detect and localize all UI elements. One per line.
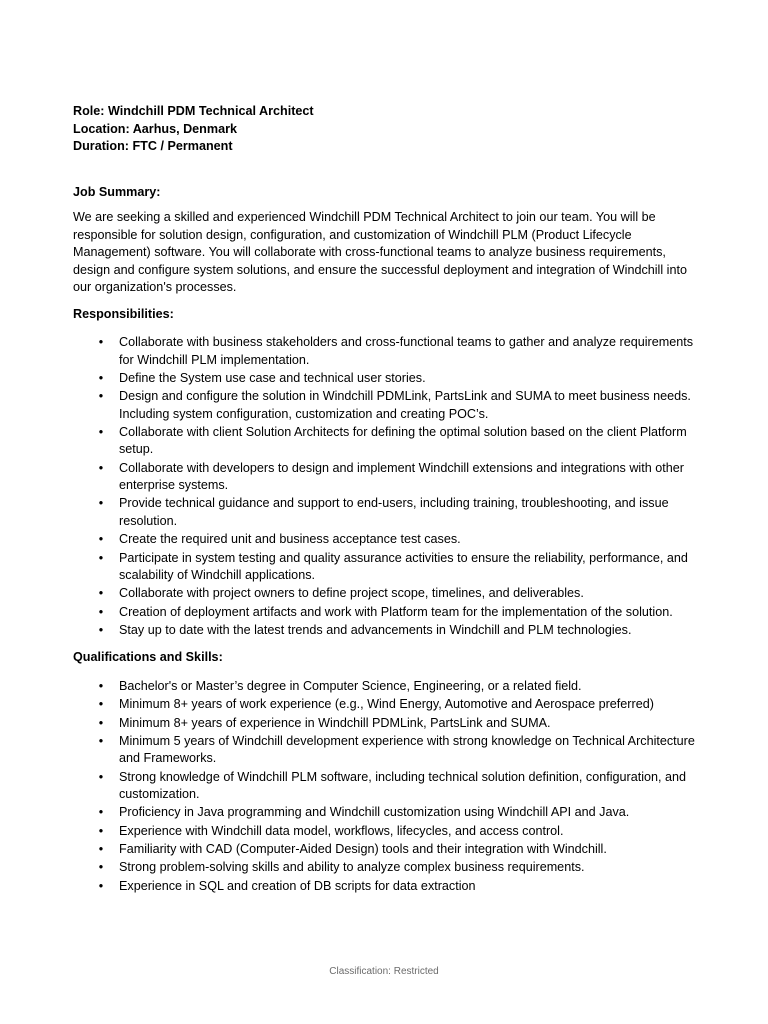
bullet-icon: • xyxy=(98,550,104,565)
bullet-icon: • xyxy=(98,842,104,857)
bullet-icon: • xyxy=(98,697,104,712)
list-item-text: Creation of deployment artifacts and work with Platform team for the implementation of the solution. xyxy=(119,604,673,619)
bullet-icon: • xyxy=(98,586,104,601)
list-item-text: Design and configure the solution in Windchill PDMLink, PartsLink and SUMA to meet business needs. Including system configuration, customization and creating POC’s. xyxy=(119,389,691,421)
bullet-icon: • xyxy=(98,622,104,637)
bullet-icon: • xyxy=(98,878,104,893)
bullet-icon: • xyxy=(98,715,104,730)
job-header xyxy=(73,103,698,156)
bullet-icon: • xyxy=(98,604,104,619)
list-item xyxy=(73,859,698,877)
list-item xyxy=(73,531,698,549)
list-item xyxy=(73,495,698,530)
bullet-icon: • xyxy=(98,335,104,349)
list-item xyxy=(73,550,698,585)
list-item xyxy=(73,585,698,603)
list-item xyxy=(73,841,698,859)
list-item xyxy=(73,804,698,822)
list-item-text: Strong problem-solving skills and ability to analyze complex business requirements. xyxy=(119,860,585,875)
bullet-icon: • xyxy=(98,805,104,820)
list-item xyxy=(73,823,698,841)
list-item xyxy=(73,370,698,388)
list-item-text: Minimum 8+ years of work experience (e.g., Wind Energy, Automotive and Aerospace preferred) xyxy=(119,697,654,712)
list-item xyxy=(73,604,698,622)
bullet-icon: • xyxy=(98,769,104,784)
bullet-icon: • xyxy=(98,678,104,693)
list-item-text: Familiarity with CAD (Computer-Aided Design) tools and their integration with Windchill. xyxy=(119,842,607,857)
bullet-icon: • xyxy=(98,389,104,404)
list-item xyxy=(73,622,698,640)
job-summary-text: We are seeking a skilled and experienced Windchill PDM Technical Architect to join our team. You will be responsible for solution design, configuration, and customization of Windchill PLM (Product Lifecycle Management) software. You will collaborate with cross-functional teams to analyze business requirements, design and configure system solutions, and ensure the successful deployment and integration of Windchill into our organization's processes. xyxy=(73,210,687,294)
list-item-text: Experience in SQL and creation of DB scripts for data extraction xyxy=(119,878,476,893)
list-item xyxy=(73,388,698,423)
list-item-text: Experience with Windchill data model, workflows, lifecycles, and access control. xyxy=(119,823,564,838)
classification-footer: Classification: Restricted xyxy=(329,966,439,977)
list-item-text: Create the required unit and business acceptance test cases. xyxy=(119,532,461,547)
list-item-text: Collaborate with developers to design and implement Windchill extensions and integrations with other enterprise systems. xyxy=(119,460,684,493)
list-item-text: Provide technical guidance and support to end-users, including training, troubleshooting, and issue resolution. xyxy=(119,496,669,528)
list-item xyxy=(73,715,698,733)
bullet-icon: • xyxy=(98,532,104,547)
list-item xyxy=(73,460,698,495)
list-item-text: Proficiency in Java programming and Windchill customization using Windchill API and Java. xyxy=(119,805,630,820)
job-summary-heading: Job Summary: xyxy=(73,184,161,199)
list-item-text: Bachelor's or Master’s degree in Computer Science, Engineering, or a related field. xyxy=(119,678,582,693)
list-item-text: Minimum 5 years of Windchill development experience with strong knowledge on Technical Architecture and Frameworks. xyxy=(119,733,695,766)
role-line: Role: Windchill PDM Technical Architect xyxy=(73,104,314,118)
document-page xyxy=(73,103,698,896)
list-item xyxy=(73,733,698,768)
bullet-icon: • xyxy=(98,823,104,838)
list-item-text: Collaborate with project owners to define project scope, timelines, and deliverables. xyxy=(119,586,584,601)
list-item xyxy=(73,769,698,804)
responsibilities-list xyxy=(73,334,698,639)
list-item xyxy=(73,696,698,714)
location-line: Location: Aarhus, Denmark xyxy=(73,121,237,136)
bullet-icon: • xyxy=(98,496,104,511)
list-item-text: Collaborate with business stakeholders and cross-functional teams to gather and analyze requirements for Windchill PLM implementation. xyxy=(119,335,694,367)
bullet-icon: • xyxy=(98,424,104,439)
qualifications-list xyxy=(73,678,698,895)
duration-line: Duration: FTC / Permanent xyxy=(73,139,233,153)
list-item xyxy=(73,334,698,369)
list-item xyxy=(73,424,698,459)
list-item-text: Strong knowledge of Windchill PLM software, including technical solution definition, configuration, and customization. xyxy=(119,769,687,802)
bullet-icon: • xyxy=(98,370,104,385)
bullet-icon: • xyxy=(98,460,104,475)
bullet-icon: • xyxy=(98,733,104,748)
list-item-text: Participate in system testing and quality assurance activities to ensure the reliability, performance, and scalability of Windchill applications. xyxy=(119,550,688,583)
qualifications-heading: Qualifications and Skills: xyxy=(73,650,223,665)
list-item xyxy=(73,678,698,696)
list-item xyxy=(73,878,698,896)
list-item-text: Collaborate with client Solution Architects for defining the optimal solution based on the client Platform setup. xyxy=(119,424,687,457)
bullet-icon: • xyxy=(98,860,104,875)
list-item-text: Stay up to date with the latest trends and advancements in Windchill and PLM technologies. xyxy=(119,622,632,637)
responsibilities-heading: Responsibilities: xyxy=(73,306,174,321)
list-item-text: Define the System use case and technical user stories. xyxy=(119,370,426,385)
list-item-text: Minimum 8+ years of experience in Windchill PDMLink, PartsLink and SUMA. xyxy=(119,715,551,730)
